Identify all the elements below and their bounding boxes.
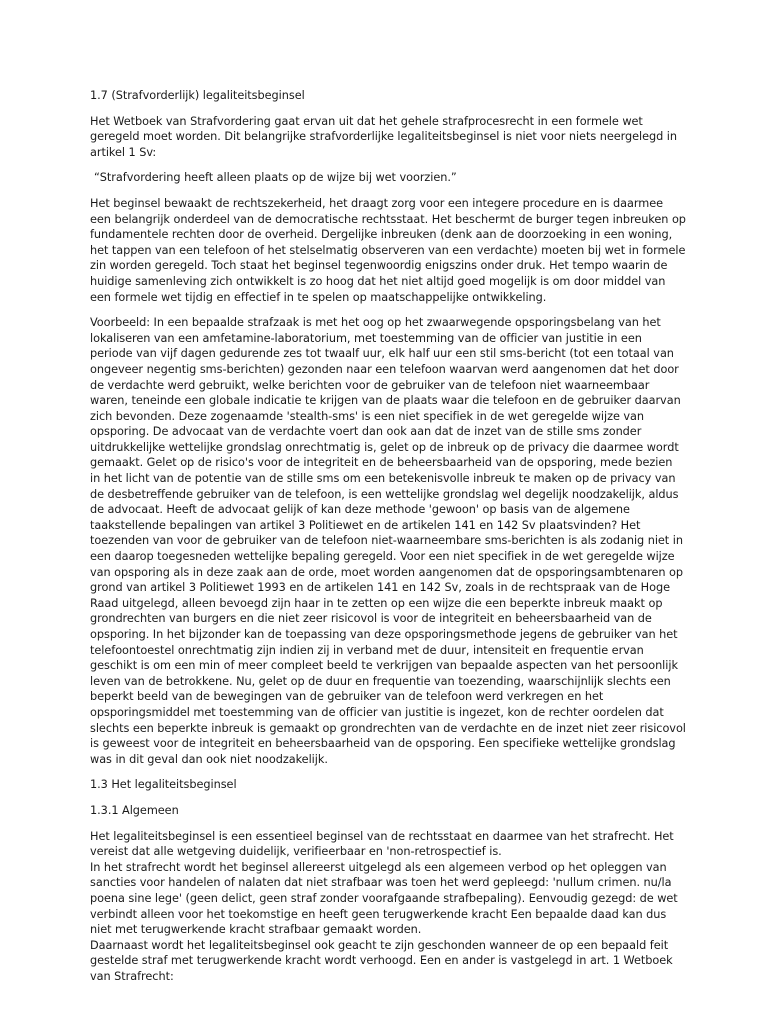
paragraph-algemeen-1: Het legaliteitsbeginsel is een essentieel beginsel van de rechtsstaat en daarmee van het strafrecht. Het vereist dat alle wetgeving duidelijk, verifieerbaar en 'non-retrospectief is. [90,829,674,859]
quote-article-1-sv: “Strafvordering heeft alleen plaats op de wijze bij wet voorzien.” [94,171,457,185]
paragraph-algemeen-3: Daarnaast wordt het legaliteitsbeginsel ook geacht te zijn geschonden wanneer de op een bepaald feit gestelde straf met terugwerkende kracht wordt verhoogd. Een en ander is vastgelegd in art. 1 Wetboek van Strafrecht: [90,938,673,983]
section-heading-1-3: 1.3 Het legaliteitsbeginsel [90,778,237,792]
section-heading-1-7: 1.7 (Strafvorderlijk) legaliteitsbeginsel [90,89,305,102]
paragraph-algemeen-2: In het strafrecht wordt het beginsel allereerst uitgelegd als een algemeen verbod op het opleggen van sancties voor handelen of nalaten dat niet strafbaar was toen het werd gepleegd: 'nullum crimen. nu/la poena sine lege' (geen delict, geen straf zonder voorafgaande strafbepaling). Eenvoudig gezegd: de wet verbindt alleen voor het toekomstige en heeft geen terugwerkende kracht Een bepaalde daad kan dus niet met terugwerkende kracht strafbaar gemaakt worden. [90,860,678,937]
subsection-heading-1-3-1: 1.3.1 Algemeen [90,803,179,817]
paragraph-voorbeeld: Voorbeeld: In een bepaalde strafzaak is met het oog op het zwaarwegende opsporingsbelang van het lokaliseren van een amfetamine-laboratorium, met toestemming van de officier van justitie in een periode van vijf dagen gedurende zes tot twaalf uur, elk half uur een stil sms-bericht (tot een totaal van ongeveer negentig sms-berichten) gezonden naar een telefoon waarvan werd aangenomen dat het door de verdachte werd gebruikt, welke berichten voor de gebruiker van de telefoon niet waarneembaar waren, teneinde een globale indicatie te krijgen van de plaats waar die telefoon en de gebruiker daarvan zich bevonden. Deze zogenaamde 'stealth-sms' is een niet specifiek in de wet geregelde wijze van opsporing. De advocaat van de verdachte voert dan ook aan dat de inzet van de stille sms zonder uitdrukkelijke wettelijke grondslag onrechtmatig is, gelet op de inbreuk op de privacy die daarmee wordt gemaakt. Gelet op de risico's voor de integriteit en de beheersbaarheid van de opsporing, mede bezien in het licht van de potentie van de stille sms om een betekenisvolle inbreuk te maken op de privacy van de desbetreffende gebruiker van de telefoon, is een wettelijke grondslag wel degelijk noodzakelijk, aldus de advocaat. Heeft de advocaat gelijk of kan deze methode 'gewoon' op basis van de algemene taakstellende bepalingen van artikel 3 Politiewet en de artikelen 141 en 142 Sv plaatsvinden? Het toezenden van voor de gebruiker van de telefoon niet-waarneembare sms-berichten is als zodanig niet in een daarop toegesneden wettelijke bepaling geregeld. Voor een niet specifiek in de wet geregelde wijze van opsporing als in deze zaak aan de orde, moet worden aangenomen dat de opsporingsambtenaren op grond van artikel 3 Politiewet 1993 en de artikelen 141 en 142 Sv, zoals in de rechtspraak van de Hoge Raad uitgelegd, alleen bevoegd zijn haar in te zetten op een wijze die een beperkte inbreuk maakt op grondrechten van burgers en die niet zeer risicovol is voor de integriteit en beheersbaarheid van de opsporing. In het bijzonder kan de toepassing van deze opsporingsmethode jegens de gebruiker van het telefoontoestel onrechtmatig zijn indien zij in verband met de duur, intensiteit en frequentie ervan geschikt is om een min of meer compleet beeld te verkrijgen van bepaalde aspecten van het persoonlijk leven van de betrokkene. Nu, gelet op de duur en frequentie van toezending, waarschijnlijk slechts een beperkt beeld van de bewegingen van de gebruiker van de telefoon werd verkregen en het opsporingsmiddel met toestemming van de officier van justitie is ingezet, kon de rechter oordelen dat slechts een beperkte inbreuk is gemaakt op grondrechten van de verdachte en de inzet niet zeer risicovol is geweest voor de integriteit en beheersbaarheid van de opsporing. Een specifieke wettelijke grondslag was in dit geval dan ook niet noodzakelijk. [90,316,686,766]
paragraph-intro: Het Wetboek van Strafvordering gaat ervan uit dat het gehele strafprocesrecht in een formele wet geregeld moet worden. Dit belangrijke strafvorderlijke legaliteitsbeginsel is niet voor niets neergelegd in artikel 1 Sv: [90,114,678,159]
paragraph-beginsel: Het beginsel bewaakt de rechtszekerheid, het draagt zorg voor een integere procedure en is daarmee een belangrijk onderdeel van de democratische rechtsstaat. Het beschermt de burger tegen inbreuken op fundamentele rechten door de overheid. Dergelijke inbreuken (denk aan de doorzoeking in een woning, het tappen van een telefoon of het stelselmatig observeren van een verdachte) moeten bij wet in formele zin worden geregeld. Toch staat het beginsel tegenwoordig enigszins onder druk. Het tempo waarin de huidige samenleving zich ontwikkelt is zo hoog dat het niet altijd goed mogelijk is om door middel van een formele wet tijdig en effectief in te spelen op maatschappelijke ontwikkeling. [90,196,686,304]
